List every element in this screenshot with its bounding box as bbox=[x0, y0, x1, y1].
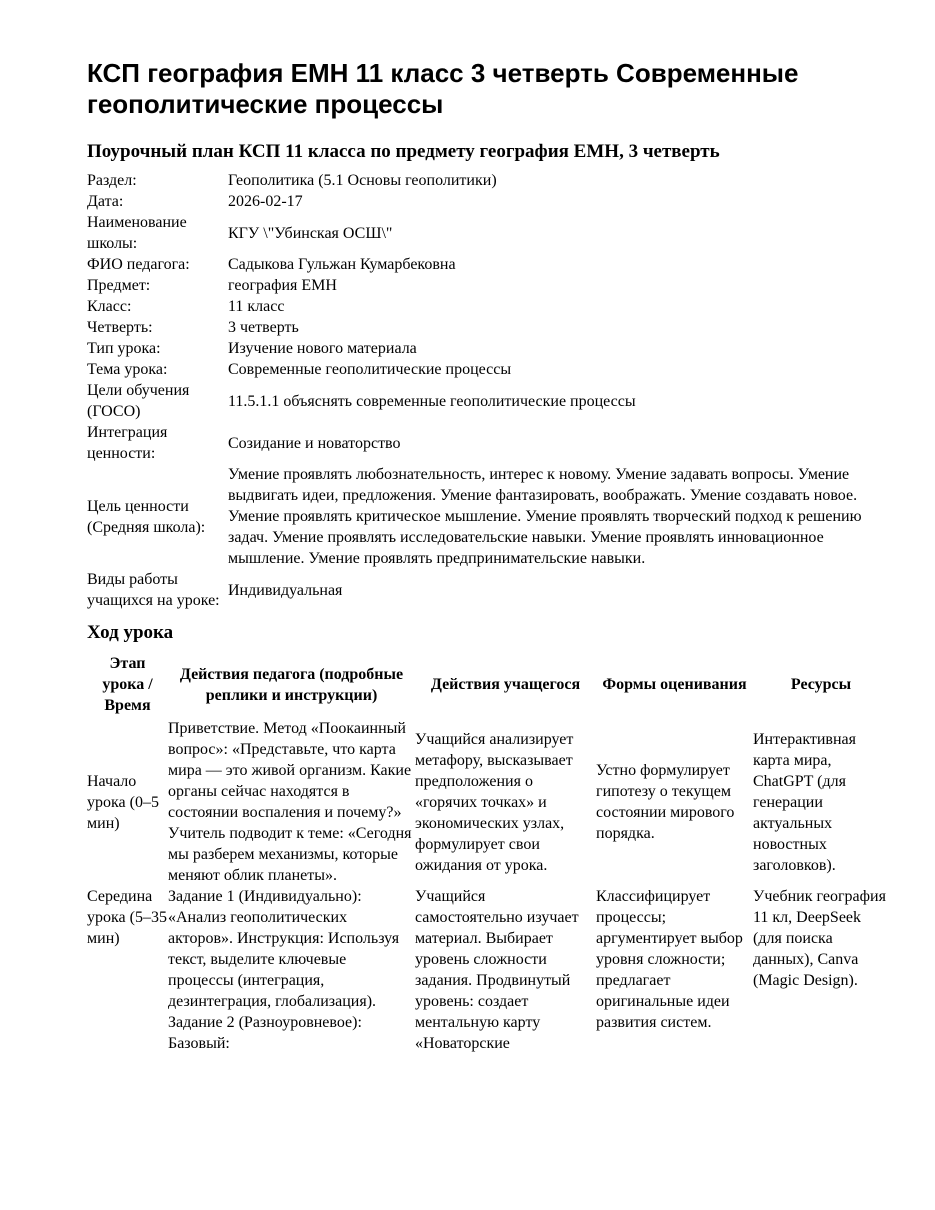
info-row bbox=[87, 338, 889, 359]
document-subtitle: Поурочный план КСП 11 класса по предмету география ЕМН, 3 четверть bbox=[87, 141, 720, 162]
info-row bbox=[87, 191, 889, 212]
info-label: Наименование школы: bbox=[87, 214, 187, 252]
info-label: Тип урока: bbox=[87, 340, 161, 357]
info-label: Виды работы учащихся на уроке: bbox=[87, 571, 220, 609]
info-row bbox=[87, 275, 889, 296]
plan-cell: Учебник география 11 кл, DeepSeek (для поиска данных), Canva (Magic Design). bbox=[753, 888, 886, 989]
info-label: Раздел: bbox=[87, 172, 137, 189]
info-value: Современные геополитические процессы bbox=[228, 361, 512, 378]
document-title: КСП география ЕМН 11 класс 3 четверть Современные геополитические процессы bbox=[87, 58, 799, 119]
plan-cell: Начало урока (0–5 мин) bbox=[87, 772, 159, 832]
info-row bbox=[87, 359, 889, 380]
info-label: Четверть: bbox=[87, 319, 153, 336]
plan-cell: Классифицирует процессы; аргументирует выбор уровня сложности; предлагает оригинальные идеи развития систем. bbox=[596, 888, 743, 1031]
info-value: Индивидуальная bbox=[228, 581, 343, 599]
info-row bbox=[87, 212, 889, 254]
info-label: Дата: bbox=[87, 193, 124, 210]
plan-column-header: Формы оценивания bbox=[602, 676, 747, 693]
document-page bbox=[87, 58, 887, 1054]
info-row bbox=[87, 569, 889, 611]
info-row bbox=[87, 254, 889, 275]
info-label: Цель ценности (Средняя школа): bbox=[87, 497, 206, 536]
lesson-plan-table bbox=[87, 653, 889, 1054]
plan-cell: Учащийся самостоятельно изучает материал. Выбирает уровень сложности задания. Продвинутый уровень: создает ментальную карту «Новаторские bbox=[415, 888, 579, 1052]
info-value: 3 четверть bbox=[228, 319, 299, 336]
info-label: Тема урока: bbox=[87, 361, 168, 378]
info-value: Созидание и новаторство bbox=[228, 434, 401, 452]
plan-column-header: Ресурсы bbox=[790, 676, 852, 693]
plan-column-header: Действия педагога (подробные реплики и инструкции) bbox=[179, 665, 404, 704]
info-label: Предмет: bbox=[87, 277, 151, 294]
plan-cell: Приветствие. Метод «Поокаинный вопрос»: «Представьте, что карта мира — это живой организм. Какие органы сейчас находятся в состоянии воспаления и почему?» Учитель подводит к теме: «Сегодня мы разберем механизмы, которые меняют облик планеты». bbox=[168, 720, 412, 884]
info-row bbox=[87, 296, 889, 317]
plan-row bbox=[87, 886, 889, 1054]
plan-column-header: Этап урока / Время bbox=[102, 655, 153, 714]
info-value: КГУ \"Убинская ОСШ\" bbox=[228, 224, 393, 242]
info-label: Цели обучения (ГОСО) bbox=[87, 382, 190, 420]
info-value: Геополитика (5.1 Основы геополитики) bbox=[228, 172, 497, 189]
info-row bbox=[87, 422, 889, 464]
info-row bbox=[87, 380, 889, 422]
lesson-info-table bbox=[87, 170, 889, 611]
plan-cell: Интерактивная карта мира, ChatGPT (для генерации актуальных новостных заголовков). bbox=[753, 730, 857, 874]
info-value: Садыкова Гульжан Кумарбековна bbox=[228, 256, 456, 273]
info-value: география ЕМН bbox=[228, 277, 337, 294]
info-value: 2026-02-17 bbox=[228, 193, 303, 210]
info-value: 11 класс bbox=[228, 298, 285, 315]
section-heading: Ход урока bbox=[87, 622, 174, 643]
plan-cell: Середина урока (5–35 мин) bbox=[87, 888, 167, 947]
plan-column-header: Действия учащегося bbox=[430, 676, 581, 693]
info-value: Умение проявлять любознательность, интерес к новому. Умение задавать вопросы. Умение выдвигать идеи, предложения. Умение фантазировать, воображать. Умение создавать новое. Умение проявлять критическое мышление. Умение проявлять творческий подход к решению задач. Умение проявлять исследовательские навыки. Умение проявлять инновационное мышление. Умение проявлять предпринимательские навыки. bbox=[228, 466, 862, 567]
plan-cell: Устно формулирует гипотезу о текущем состоянии мирового порядка. bbox=[596, 762, 735, 842]
info-value: Изучение нового материала bbox=[228, 340, 417, 357]
plan-header-row bbox=[87, 653, 889, 718]
info-value: 11.5.1.1 объяснять современные геополитические процессы bbox=[228, 392, 636, 410]
plan-cell: Учащийся анализирует метафору, высказывает предположения о «горячих точках» и экономических узлах, формулирует свои ожидания от урока. bbox=[415, 730, 574, 874]
plan-row bbox=[87, 718, 889, 886]
info-label: Интеграция ценности: bbox=[87, 424, 168, 462]
info-row bbox=[87, 317, 889, 338]
info-label: Класс: bbox=[87, 298, 132, 315]
plan-cell: Задание 1 (Индивидуально): «Анализ геополитических акторов». Инструкция: Используя текст, выделите ключевые процессы (интеграция, дезинтеграция, глобализация). Задание 2 (Разноуровневое): Базовый: bbox=[168, 888, 400, 1052]
info-row bbox=[87, 464, 889, 569]
info-label: ФИО педагога: bbox=[87, 256, 190, 273]
info-row bbox=[87, 170, 889, 191]
